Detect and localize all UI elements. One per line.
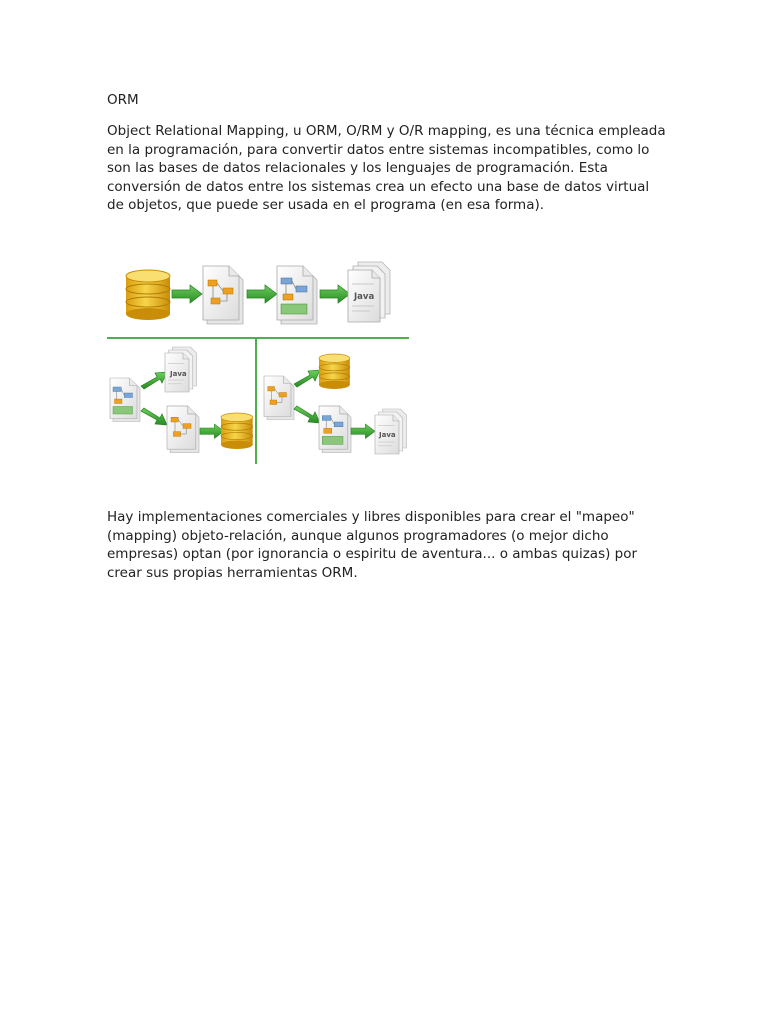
database-icon (319, 354, 350, 389)
orm-diagram-image (107, 258, 409, 464)
java-document-icon (348, 262, 390, 322)
java-document-icon (165, 347, 197, 392)
mapping-document-icon (264, 376, 294, 420)
implementations-paragraph: Hay implementaciones comerciales y libres disponibles para crear el "mapeo" (mapping) objeto-relación, aunque algunos programadores (o mejor dicho empresas) optan (por ignorancia o espiritu de aventura... o ambas quizas) por crear sus propias herramientas ORM. (107, 509, 638, 581)
arrow-right-icon (351, 424, 375, 438)
arrow-right-icon (320, 285, 350, 303)
document-title: ORM (107, 92, 139, 108)
java-label: Java (379, 431, 396, 439)
java-label: Java (170, 370, 187, 378)
database-icon (126, 270, 170, 320)
mapping-document-icon (277, 266, 317, 324)
database-icon (221, 413, 253, 449)
arrow-right-icon (141, 408, 167, 425)
arrow-right-icon (294, 370, 320, 387)
arrow-right-icon (294, 406, 320, 423)
arrow-right-icon (247, 285, 277, 303)
mapping-document-icon (167, 406, 199, 452)
java-document-icon (375, 409, 407, 454)
arrow-right-icon (141, 372, 167, 389)
mapping-document-icon (319, 406, 351, 452)
arrow-right-icon (172, 285, 202, 303)
arrow-right-icon (200, 424, 224, 438)
mapping-document-icon (203, 266, 243, 324)
java-label: Java (354, 292, 375, 302)
intro-paragraph: Object Relational Mapping, u ORM, O/RM y O/R mapping, es una técnica empleada en la programación, para convertir datos entre sistemas incompatibles, como lo son las bases de datos relacionales y los lenguajes de programación. Esta conversión de datos entre los sistemas crea un efecto una base de datos virtual de objetos, que puede ser usada en el programa (en esa forma). (107, 123, 666, 214)
mapping-document-icon (110, 378, 140, 422)
